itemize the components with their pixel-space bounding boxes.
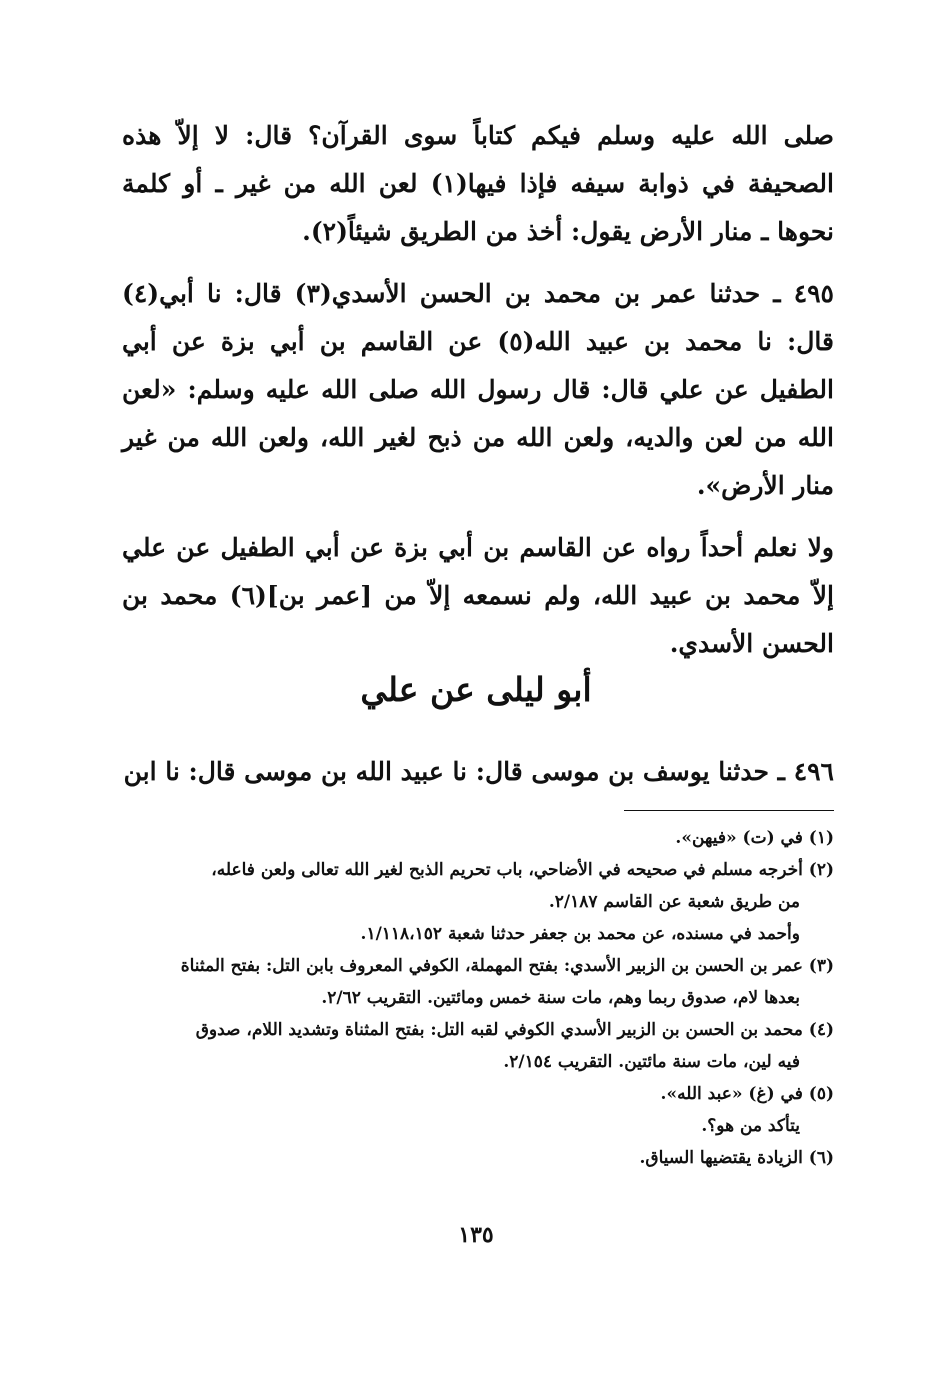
footnote-5-extra: يتأكد من هو؟. xyxy=(701,1116,800,1136)
footnotes xyxy=(122,822,834,1174)
section-heading: أبو ليلى عن علي xyxy=(360,670,592,709)
footnote-2-extra: وأحمد في مسنده، عن محمد بن جعفر حدثنا شعبة ١/١١٨،١٥٢. xyxy=(360,924,800,944)
footnote-text: (٤) محمد بن الحسن بن الزبير الأسدي الكوفي لقبه التل: بفتح المثناة وتشديد اللام، صدوق xyxy=(195,1020,834,1040)
paragraph-continuation: صلى الله عليه وسلم فيكم كتاباً سوى القرآن؟ قال: لا إلاّ هذه الصحيفة في ذوابة سيفه فإذا فيها(١) لعن الله من غير ـ أو كلمة نحوها ـ منار الأرض يقول: أخذ من الطريق شيئاً(٢). xyxy=(122,121,834,246)
footnote-2 xyxy=(122,854,834,918)
footnote-6 xyxy=(122,1142,834,1174)
hadith-495: ٤٩٥ ـ حدثنا عمر بن محمد بن الحسن الأسدي(٣) قال: نا أبي(٤) قال: نا محمد بن عبيد الله(٥) عن القاسم بن أبي بزة عن أبي الطفيل عن علي قال: قال رسول الله صلى الله عليه وسلم: «لعن الله من لعن والديه، ولعن الله من ذبح لغير الله، ولعن الله من غير منار الأرض». xyxy=(122,279,834,500)
footnote-continuation: بعدها لام، صدوق ربما وهم، مات سنة خمس ومائتين. التقريب ٢/٦٢. xyxy=(321,988,800,1008)
main-text xyxy=(122,112,834,682)
footnote-1 xyxy=(122,822,834,854)
footnote-text: (٣) عمر بن الحسن بن الزبير الأسدي: بفتح المهملة، الكوفي المعروف بابن التل: بفتح المثناة xyxy=(180,956,834,976)
footnote-4 xyxy=(122,1014,834,1078)
page-number: ١٣٥ xyxy=(458,1222,494,1248)
footnote-text: (٢) أخرجه مسلم في صحيحه في الأضاحي، باب تحريم الذبح لغير الله تعالى ولعن فاعله، xyxy=(211,860,834,880)
footnote-separator xyxy=(624,810,834,811)
footnote-continuation: فيه لين، مات سنة مائتين. التقريب ٢/١٥٤. xyxy=(503,1052,800,1072)
commentary-paragraph: ولا نعلم أحداً رواه عن القاسم بن أبي بزة عن أبي الطفيل عن علي إلاّ محمد بن عبيد الله، ولم نسمعه إلاّ من [عمر بن](٦) محمد بن الحسن الأسدي. xyxy=(122,533,834,658)
footnote-text: (١) في (ت) «فيهن». xyxy=(675,828,834,848)
hadith-496: ٤٩٦ ـ حدثنا يوسف بن موسى قال: نا عبيد الله بن موسى قال: نا ابن xyxy=(123,757,834,786)
footnote-3 xyxy=(122,950,834,1014)
footnote-5 xyxy=(122,1078,834,1110)
footnote-text: (٦) الزيادة يقتضيها السياق. xyxy=(639,1148,834,1168)
footnote-text: (٥) في (غ) «عبد الله». xyxy=(660,1084,834,1104)
footnote-continuation: من طريق شعبة عن القاسم ٢/١٨٧. xyxy=(548,892,800,912)
